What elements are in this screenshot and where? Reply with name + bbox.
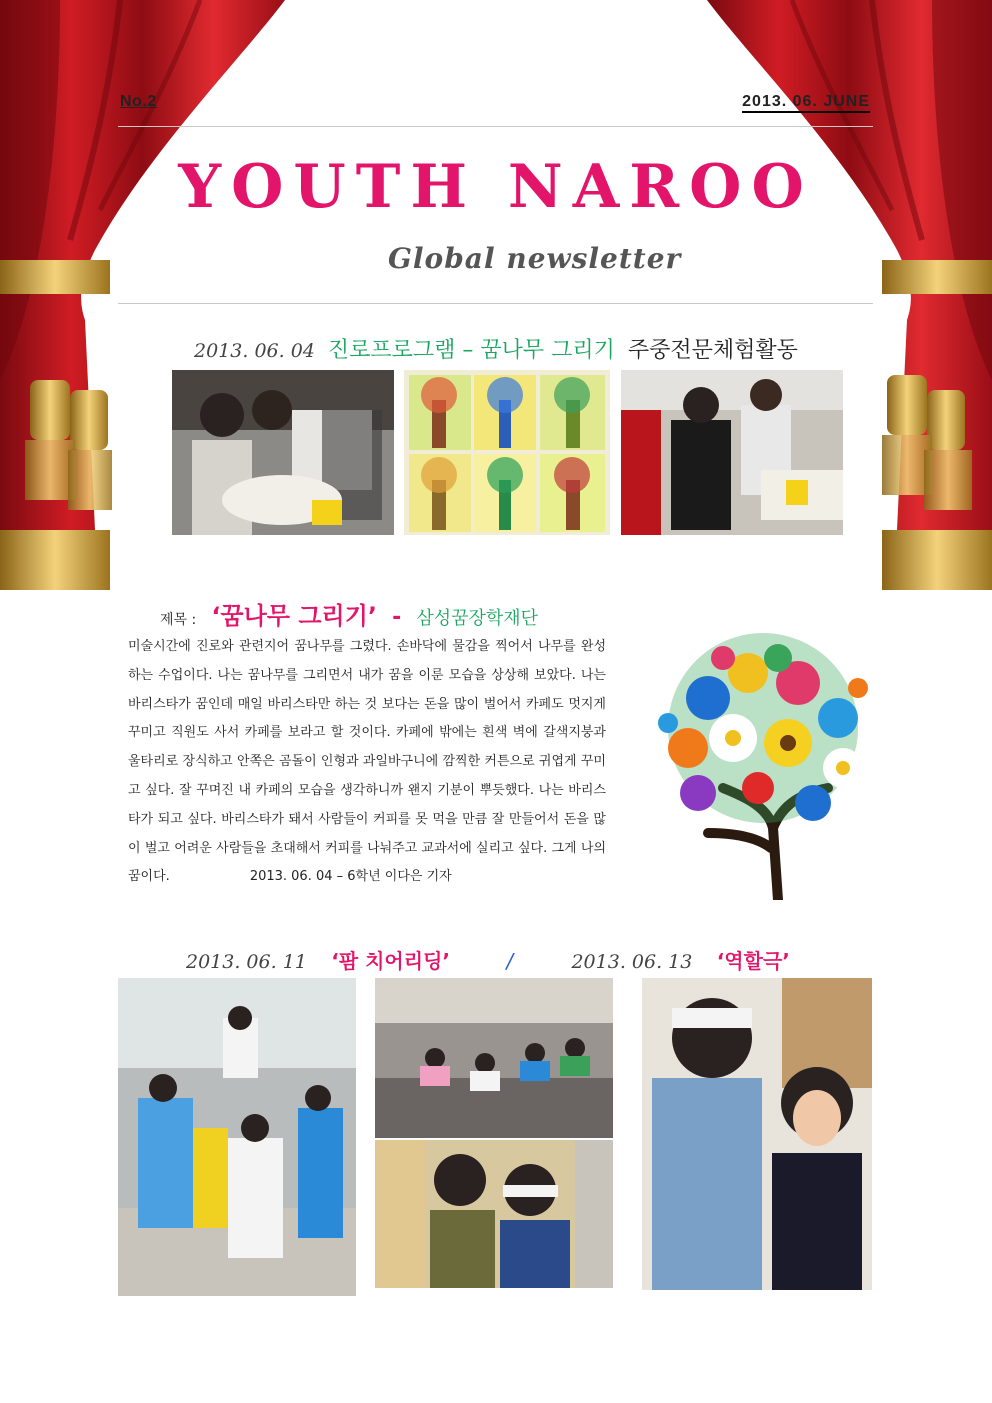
event2-date2: 2013. 06. 13 (571, 951, 693, 973)
issue-number: No.2 (120, 93, 157, 110)
article-org: 삼성꿈장학재단 (416, 608, 539, 629)
photo-roleplay-guide (642, 978, 872, 1290)
event2-title1: ‘팜 치어리딩’ (331, 949, 450, 973)
event1-title: 진로프로그램 – 꿈나무 그리기 (327, 338, 615, 363)
event1-date: 2013. 06. 04 (194, 340, 315, 362)
photo-handprint-trees (404, 370, 610, 535)
photo-handprint-painting (621, 370, 843, 535)
article-title: ‘꿈나무 그리기’ (211, 602, 378, 630)
article-body (128, 633, 606, 892)
photo-roleplay-blindfold (375, 1140, 613, 1288)
flower-tree-illustration (628, 628, 896, 900)
article-byline: 2013. 06. 04 – 6학년 이다은 기자 (249, 869, 452, 885)
event2-date1: 2013. 06. 11 (186, 951, 307, 973)
masthead-divider (118, 303, 873, 304)
event2-title2: ‘역할극’ (716, 949, 790, 973)
article-heading (160, 596, 538, 631)
event1-heading (0, 333, 992, 364)
article-label: 제목 : (160, 612, 197, 628)
photo-cheerleading-practice (375, 978, 613, 1138)
header-divider (118, 126, 873, 127)
photo-cheerleading-pyramid (118, 978, 356, 1296)
issue-date: 2013. 06. JUNE (742, 93, 870, 113)
masthead-subtitle: Global newsletter (388, 242, 682, 275)
article-dash: - (392, 605, 402, 630)
event2-heading (186, 945, 790, 974)
photo-handprint-activity (172, 370, 394, 535)
article-body-text: 미술시간에 진로와 관련지어 꿈나무를 그렸다. 손바닥에 물감을 찍어서 나무를 완성하는 수업이다. 나는 꿈나무를 그리면서 내가 꿈을 이룬 모습을 상상해 보았다. 나는 바리스타가 꿈인데 매일 바리스타만 하는 것 보다는 돈을 많이 벌어서 카페도 멋지게 꾸미고 직원도 사서 카페를 보라고 할 것이다. 카페에 밖에는 흰색 벽에 갈색지붕과 울타리로 장식하고 안쪽은 곰돌이 인형과 과일바구니에 깜찍한 커튼으로 귀엽게 꾸미고 싶다. 잘 꾸며진 내 카페의 모습을 생각하니까 왠지 기분이 뿌듯했다. 나는 바리스타가 되고 싶다. 바리스타가 돼서 사람들이 커피를 못 먹을 만큼 잘 만들어서 돈을 많이 벌고 어려운 사람들을 초대해서 커피를 나눠주고 교과서에 실리고 싶다. 그게 나의 꿈이다. (128, 639, 606, 885)
event1-suffix: 주중전문체험활동 (627, 338, 798, 363)
masthead-title: YOUTH NAROO (178, 152, 814, 222)
event2-separator: / (506, 949, 514, 973)
